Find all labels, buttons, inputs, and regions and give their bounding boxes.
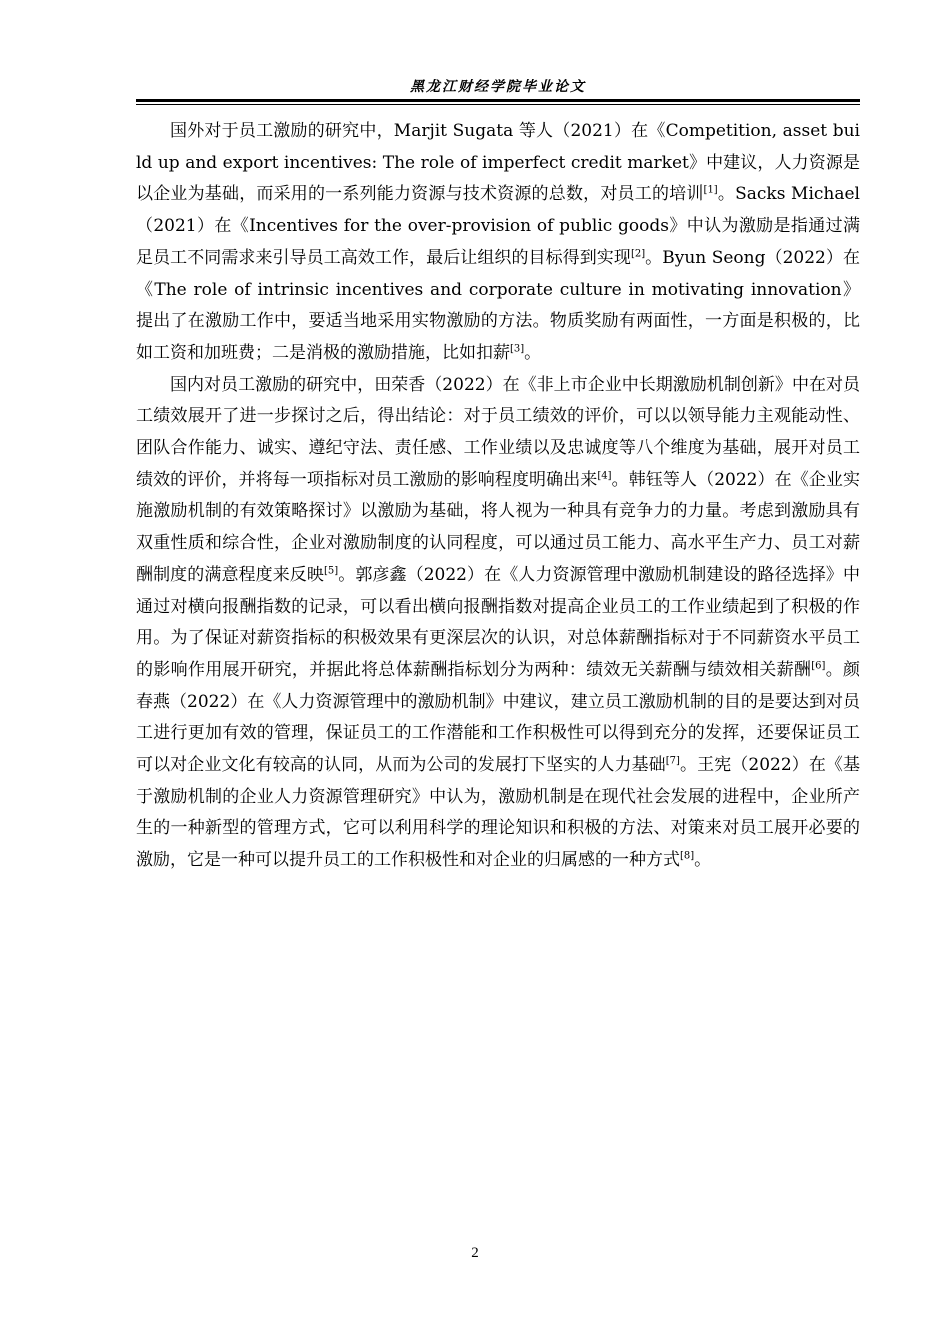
text-segment: 。 <box>694 850 712 871</box>
text-segment: 。王宪（2022）在《基于激励机制的企业人力资源管理研究》中认为，激励机制是在现代社会发展的进程中，企业所产生的一种新型的管理方式，它可以利用科学的理论知识和积极的方法、对策来对员工展开必要的激励，它是一种可以提升员工的工作积极性和对企业的归属感的一种方式 <box>136 755 861 871</box>
citation-marker: [2] <box>630 248 646 260</box>
body-text <box>136 116 860 877</box>
citation-marker: [3] <box>510 343 525 355</box>
text-segment: 。郭彦鑫（2022）在《人力资源管理中激励机制建设的路径选择》中通过对横向报酬指数的记录，可以看出横向报酬指数对提高企业员工的工作业绩起到了积极的作用。为了保证对薪资指标的积极效果有更深层次的认识，对总体薪酬指标对于不同薪资水平员工的影响作用展开研究，并据此将总体薪酬指标划分为两种：绩效无关薪酬与绩效相关薪酬 <box>136 564 861 680</box>
paragraph-domestic-research <box>136 370 860 877</box>
citation-marker: [1] <box>703 184 718 196</box>
text-segment: 。颜春燕（2022）在《人力资源管理中的激励机制》中建议，建立员工激励机制的目的是要达到对员工进行更加有效的管理，保证员工的工作潜能和工作积极性可以得到充分的发挥，还要保证员工可以对企业文化有较高的认同，从而为公司的发展打下坚实的人力基础 <box>136 659 861 776</box>
text-segment: 国内对员工激励的研究中，田荣香（2022）在《非上市企业中长期激励机制创新》中在对员工绩效展开了进一步探讨之后，得出结论：对于员工绩效的评价，可以以领导能力主观能动性、团队合作能力、诚实、遵纪守法、责任感、工作业绩以及忠诚度等八个维度为基础，展开对员工绩效的评价，并将每一项指标对员工激励的影响程度明确出来 <box>136 374 860 490</box>
text-segment: 。 <box>524 342 542 363</box>
citation-marker: [4] <box>597 470 612 482</box>
text-segment: 。韩钰等人（2022）在《企业实施激励机制的有效策略探讨》以激励为基础，将人视为一种具有竞争力的力量。考虑到激励具有双重性质和综合性，企业对激励制度的认同程度，可以通过员工能力、高水平生产力、员工对薪酬制度的满意程度来反映 <box>136 469 860 585</box>
citation-marker: [6] <box>811 660 826 672</box>
text-segment: 。Byun Seong（2022）在《The role of intrinsic incentives and corporate culture in motivating innovation》提出了在激励工作中，要适当地采用实物激励的方法。物质奖励有两面性，一方面是积极的，比如工资和加班费；二是消极的激励措施，比如扣薪 <box>136 247 861 363</box>
text-segment: 。Sacks Michael（2021）在《Incentives for the over-provision of public goods》中认为激励是指通过满足员工不同需求来引导员工高效工作，最后让组织的目标得到实现 <box>136 184 860 268</box>
header-rule-thick <box>136 99 860 102</box>
paragraph-foreign-research <box>136 116 860 370</box>
text-segment: 国外对于员工激励的研究中，Marjit Sugata 等人（2021）在《Competition, asset build up and export incentives: The role of imperfect credit market》中建议，人力资源是以企业为基础，而采用的一系列能力资源与技术资源的总数，对员工的培训 <box>136 121 860 205</box>
header-rule-thin <box>136 104 860 105</box>
page-number: 2 <box>471 1245 479 1261</box>
citation-marker: [5] <box>323 565 339 577</box>
citation-marker: [8] <box>680 850 695 862</box>
citation-marker: [7] <box>665 755 680 767</box>
page-header-title: 黑龙江财经学院毕业论文 <box>410 79 586 95</box>
